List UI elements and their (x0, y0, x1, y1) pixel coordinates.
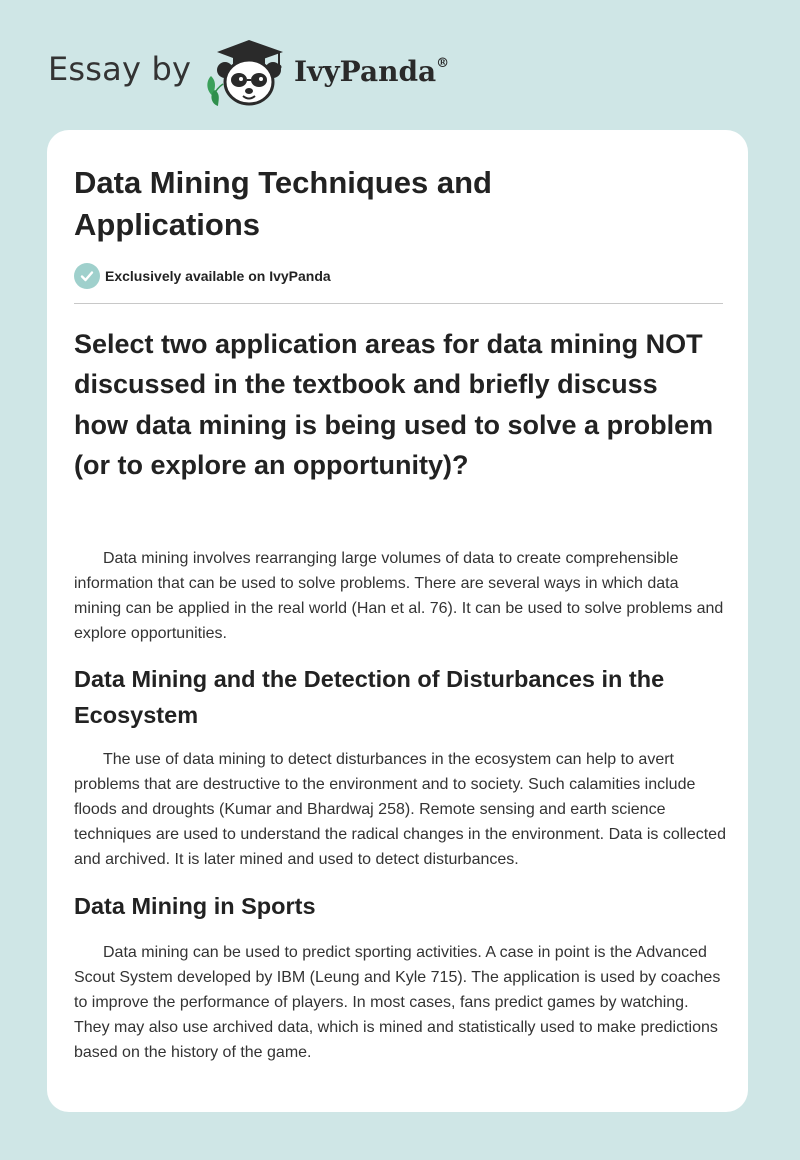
exclusive-badge (74, 263, 331, 289)
site-header (48, 34, 508, 114)
panda-graduate-logo-icon[interactable] (203, 36, 289, 108)
brand-name[interactable]: IvyPanda® (294, 55, 450, 88)
essay-question: Select two application areas for data mining NOT discussed in the textbook and briefly discuss how data mining is being used to solve a problem (or to explore an opportunity)? (74, 329, 714, 481)
essay-by-label: Essay by (48, 50, 192, 88)
check-circle-icon (74, 263, 100, 289)
section-body-sports: Data mining can be used to predict sporting activities. A case in point is the Advanced Scout System developed by IBM (Leung and Kyle 715). The application is used by coaches to improve the performance of players. In most cases, fans predict games by watching. They may also use archived data, which is mined and statistically used to make predictions based on the history of the game. (74, 944, 721, 1061)
page-title: Data Mining Techniques and Applications (74, 165, 492, 242)
exclusive-badge-label: Exclusively available on IvyPanda (105, 268, 331, 284)
divider (74, 303, 723, 304)
section-heading-ecosystem: Data Mining and the Detection of Disturbances in the Ecosystem (74, 666, 665, 728)
registered-mark: ® (436, 55, 450, 71)
intro-paragraph: Data mining involves rearranging large volumes of data to create comprehensible information that can be used to solve problems. There are several ways in which data mining can be applied in the real world (Han et al. 76). It can be used to solve problems and explore opportunities. (74, 550, 724, 642)
section-body-ecosystem: The use of data mining to detect disturbances in the ecosystem can help to avert problems that are destructive to the environment and to society. Such calamities include floods and droughts (Kumar and Bhardwaj 258). Remote sensing and earth science techniques are used to understand the radical changes in the environment. Data is collected and archived. It is later mined and used to detect disturbances. (74, 751, 726, 868)
section-heading-sports: Data Mining in Sports (74, 893, 316, 919)
essay-card (47, 130, 748, 1112)
